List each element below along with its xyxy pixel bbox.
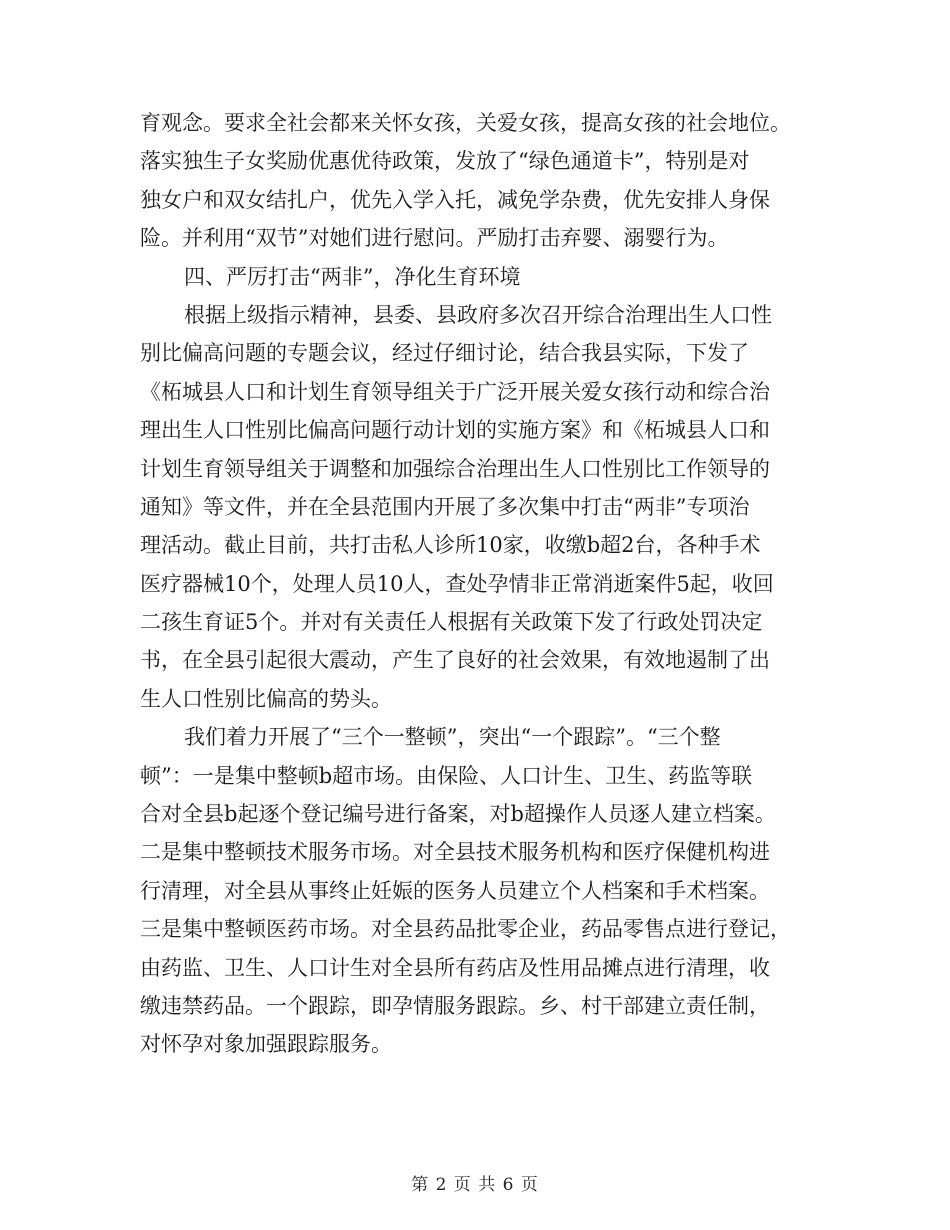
- text-line: 对怀孕对象加强跟踪服务。: [140, 1032, 392, 1057]
- text-line: 顿”：一是集中整顿b超市场。由保险、人口计生、卫生、药监等联: [140, 763, 753, 788]
- text-line: 计划生育领导组关于调整和加强综合治理出生人口性别比工作领导的: [140, 456, 770, 481]
- page-footer: 第 2 页 共 6 页: [411, 1175, 539, 1195]
- text-line: 理出生人口性别比偏高问题行动计划的实施方案》和《柘城县人口和: [140, 418, 770, 443]
- text-line: 二是集中整顿技术服务市场。对全县技术服务机构和医疗保健机构进: [140, 840, 770, 865]
- text-line: 行清理，对全县从事终止妊娠的医务人员建立个人档案和手术档案。: [140, 878, 770, 903]
- document-body: [140, 104, 812, 1064]
- text-line: 通知》等文件，并在全县范围内开展了多次集中打击“两非”专项治: [140, 494, 750, 519]
- text-line: 我们着力开展了“三个一整顿”，突出“一个跟踪”。“三个整: [184, 725, 721, 750]
- section-heading: 四、严厉打击“两非”，净化生育环境: [184, 264, 521, 289]
- text-line: 书，在全县引起很大震动，产生了良好的社会效果，有效地遏制了出: [140, 648, 770, 673]
- text-line: 三是集中整顿医药市场。对全县药品批零企业，药品零售点进行登记，: [140, 917, 791, 942]
- text-line: 缴违禁药品。一个跟踪，即孕情服务跟踪。乡、村干部建立责任制，: [140, 993, 770, 1018]
- text-line: 二孩生育证5个。并对有关责任人根据有关政策下发了行政处罚决定: [140, 610, 763, 635]
- text-line: 独女户和双女结扎户，优先入学入托，减免学杂费，优先安排人身保: [140, 187, 770, 212]
- text-line: 根据上级指示精神，县委、县政府多次召开综合治理出生人口性: [184, 302, 772, 327]
- text-line: 由药监、卫生、人口计生对全县所有药店及性用品摊点进行清理，收: [140, 955, 770, 980]
- text-line: 合对全县b起逐个登记编号进行备案，对b超操作人员逐人建立档案。: [140, 802, 776, 827]
- text-line: 医疗器械10个，处理人员10人，查处孕情非正常消逝案件5起，收回: [140, 571, 774, 596]
- text-line: 生人口性别比偏高的势头。: [140, 686, 392, 711]
- text-line: 育观念。要求全社会都来关怀女孩，关爱女孩，提高女孩的社会地位。: [140, 111, 791, 135]
- text-line: 理活动。截止目前，共打击私人诊所10家，收缴b超2台，各种手术: [140, 533, 761, 558]
- text-line: 《柘城县人口和计划生育领导组关于广泛开展关爱女孩行动和综合治: [140, 379, 770, 404]
- text-line: 险。并利用“双节”对她们进行慰问。严励打击弃婴、溺婴行为。: [140, 226, 729, 251]
- text-line: 别比偏高问题的专题会议，经过仔细讨论，结合我县实际，下发了: [140, 341, 749, 366]
- text-line: 落实独生子女奖励优惠优待政策，发放了“绿色通道卡”，特别是对: [140, 149, 750, 174]
